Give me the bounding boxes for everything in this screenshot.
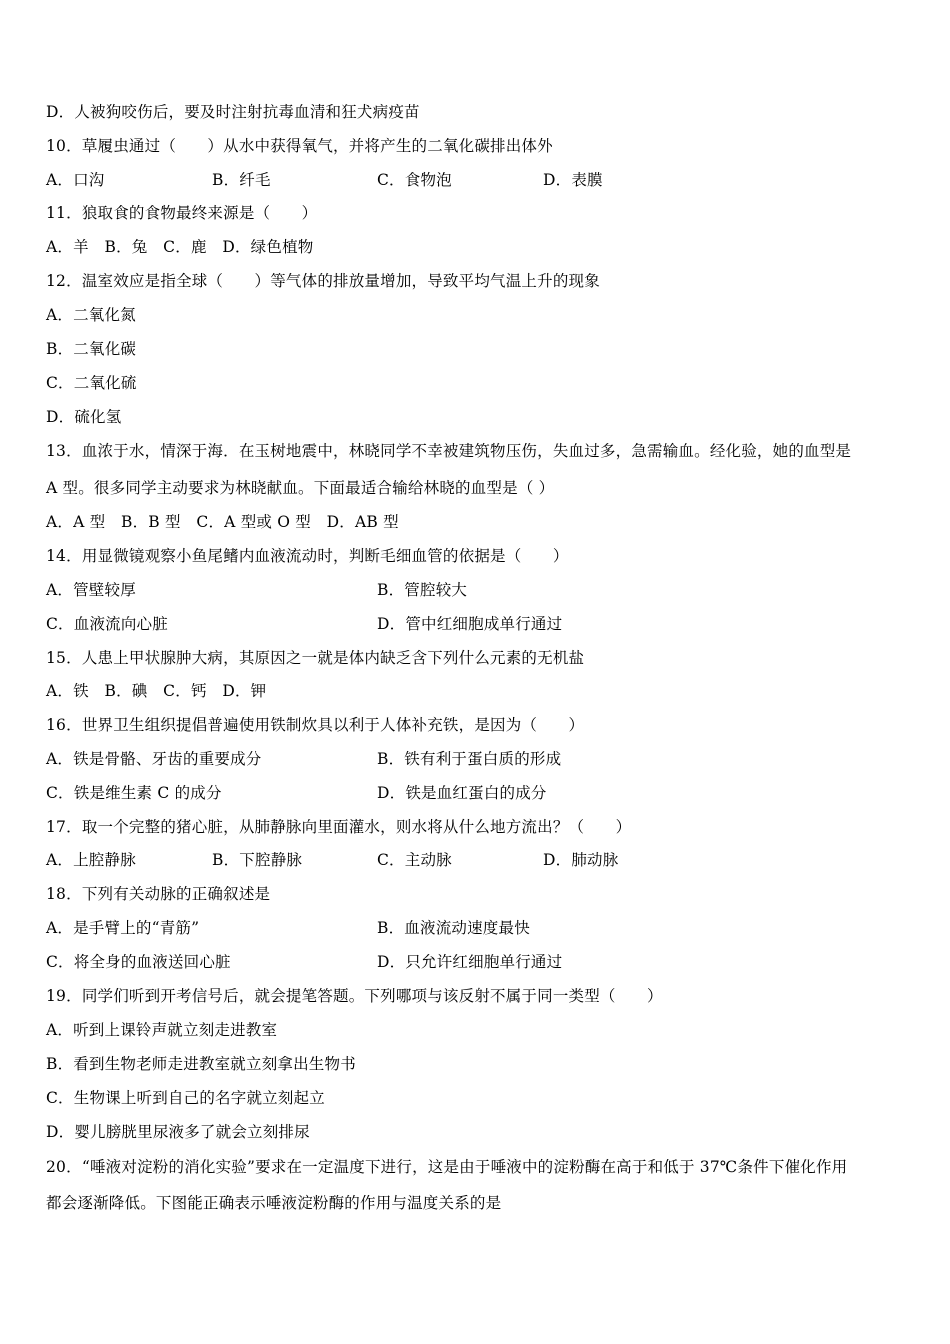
q14-option-d: D．管中红细胞成单行通过	[377, 615, 563, 633]
q10-option-b: B．纤毛	[212, 171, 271, 189]
q14-options-row2	[46, 614, 926, 634]
q14-option-a: A．管壁较厚	[46, 581, 136, 599]
q16-options-row1	[46, 749, 926, 769]
q15-options: A．铁 B．碘 C．钙 D．钾	[46, 682, 267, 700]
q19-option-c: C．生物课上听到自己的名字就立刻起立	[46, 1089, 325, 1107]
q16-option-a: A．铁是骨骼、牙齿的重要成分	[46, 750, 262, 768]
q14-stem: 14．用显微镜观察小鱼尾鳍内血液流动时，判断毛细血管的依据是（ ）	[46, 547, 569, 565]
q17-option-b: B．下腔静脉	[212, 851, 303, 869]
q12-option-b: B．二氧化碳	[46, 340, 137, 358]
q16-option-b: B．铁有利于蛋白质的形成	[377, 750, 562, 768]
q18-options-row1	[46, 918, 926, 938]
q18-stem: 18．下列有关动脉的正确叙述是	[46, 885, 271, 903]
q12-option-d: D．硫化氢	[46, 408, 122, 426]
q11-stem: 11．狼取食的食物最终来源是（ ）	[46, 204, 318, 222]
q17-stem: 17．取一个完整的猪心脏，从肺静脉向里面灌水，则水将从什么地方流出？（ ）	[46, 818, 632, 836]
q17-option-d: D．肺动脉	[543, 851, 619, 869]
q17-option-a: A．上腔静脉	[46, 851, 136, 869]
q16-options-row2	[46, 783, 926, 803]
q20-stem-line1: 20．“唾液对淀粉的消化实验”要求在一定温度下进行，这是由于唾液中的淀粉酶在高于和低于 37℃条件下催化作用	[46, 1158, 848, 1176]
q16-stem: 16．世界卫生组织提倡普遍使用铁制炊具以利于人体补充铁，是因为（ ）	[46, 716, 585, 734]
q18-options-row2	[46, 952, 926, 972]
q10-options	[46, 170, 926, 190]
q20-stem-line2: 都会逐渐降低。下图能正确表示唾液淀粉酶的作用与温度关系的是	[46, 1194, 502, 1212]
q18-option-d: D．只允许红细胞单行通过	[377, 953, 563, 971]
q13-stem-line1: 13．血浓于水，情深于海．在玉树地震中，林晓同学不幸被建筑物压伤，失血过多，急需输血。经化验，她的血型是	[46, 442, 852, 460]
q14-option-c: C．血液流向心脏	[46, 615, 168, 633]
q17-options	[46, 850, 926, 870]
q19-option-a: A．听到上课铃声就立刻走进教室	[46, 1021, 278, 1039]
q10-option-d: D．表膜	[543, 171, 603, 189]
q17-option-c: C．主动脉	[377, 851, 452, 869]
q19-option-d: D．婴儿膀胱里尿液多了就会立刻排尿	[46, 1123, 310, 1141]
q14-option-b: B．管腔较大	[377, 581, 468, 599]
q11-options: A．羊 B．兔 C．鹿 D．绿色植物	[46, 238, 314, 256]
q10-option-c: C．食物泡	[377, 171, 452, 189]
q19-option-b: B．看到生物老师走进教室就立刻拿出生物书	[46, 1055, 356, 1073]
q13-stem-line2: A 型。很多同学主动要求为林晓献血。下面最适合输给林晓的血型是（ ）	[46, 479, 555, 497]
q19-stem: 19．同学们听到开考信号后，就会提笔答题。下列哪项与该反射不属于同一类型（ ）	[46, 987, 663, 1005]
q12-option-c: C．二氧化硫	[46, 374, 137, 392]
q12-option-a: A．二氧化氮	[46, 306, 136, 324]
q18-option-a: A．是手臂上的“青筋”	[46, 919, 200, 937]
q18-option-b: B．血液流动速度最快	[377, 919, 530, 937]
q14-options-row1	[46, 580, 926, 600]
q16-option-d: D．铁是血红蛋白的成分	[377, 784, 547, 802]
q10-stem: 10．草履虫通过（ ）从水中获得氧气，并将产生的二氧化碳排出体外	[46, 137, 553, 155]
q9-option-d: D．人被狗咬伤后，要及时注射抗毒血清和狂犬病疫苗	[46, 103, 420, 121]
q13-options: A．A 型 B．B 型 C．A 型或 O 型 D．AB 型	[46, 513, 399, 531]
q10-option-a: A．口沟	[46, 171, 105, 189]
q18-option-c: C．将全身的血液送回心脏	[46, 953, 231, 971]
q12-stem: 12．温室效应是指全球（ ）等气体的排放量增加，导致平均气温上升的现象	[46, 272, 600, 290]
q15-stem: 15．人患上甲状腺肿大病，其原因之一就是体内缺乏含下列什么元素的无机盐	[46, 649, 585, 667]
q16-option-c: C．铁是维生素 C 的成分	[46, 784, 222, 802]
